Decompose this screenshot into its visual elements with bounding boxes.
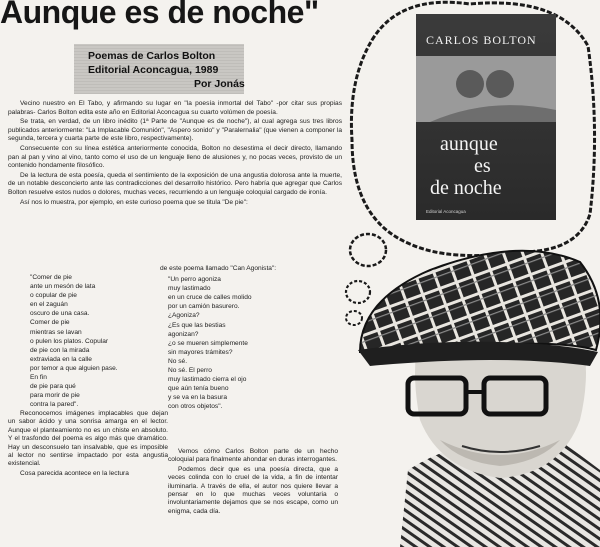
poem-line: en el zaguán [30,301,68,309]
poem-line: con otros objetos". [168,403,223,411]
body-paragraph: Podemos decir que es una poesía directa, que a veces colinda con lo cruel de la vida, a fin de intentar iluminarla. A través de ella, el autor nos quiere llevar a pensar en lo que muchas veces voluntaria o involuntariamente dejamos que se nos escape, como un enigma, cada día. [168,465,338,515]
book-author: CARLOS BOLTON [426,33,537,47]
subtitle-line-2: Editorial Aconcagua, 1989 [88,64,219,76]
poem-line: por temor a que alguien pase. [30,364,118,372]
right-column-text [168,448,338,516]
body-paragraph: Vemos cómo Carlos Bolton parte de un hecho coloquial para finalmente ahondar en duras interrogantes. [168,448,338,464]
body-paragraph: Reconocemos imágenes implacables que dejan un sabor ácido y una sonrisa amarga en el lector. Aunque el planteamiento no es un chiste en absoluto. Y el trasfondo del poema es algo más que dramático. Hay un desconsuelo tan insalvable, que es imposible al lector no sentirse impactado por esta angustia existencial. [8,410,168,468]
thought-bubble-circle [346,281,370,303]
author-photo-illustration [330,0,600,547]
article-headline: Aunque es de noche" [0,0,319,30]
byline: Por Jonás [194,78,245,90]
book-cover [416,14,556,220]
poem-de-pie [30,273,170,409]
intro-paragraph: Consecuente con su línea estética anteriormente conocida, Bolton no desestima el decir directo, llamando pan al pan y vino al vino, tanto como el uso de un lenguaje lleno de alusiones y, no pocas veces, provisto de un contenido hondamente filosófico. [8,144,342,170]
poem-line: de pie con la mirada [30,346,90,354]
body-paragraph: Cosa parecida acontece en la lectura [20,469,129,477]
poem-line: por un camión basurero. [168,303,240,311]
poem-line: "Comer de pie [30,274,72,281]
poem-line: En fin [30,374,47,382]
intro-paragraph: Así nos lo muestra, por ejemplo, en este curioso poema que se titula "De pie": [20,198,248,206]
poem-can-agonista [160,264,328,412]
poem-line: para morir de pie [30,392,80,400]
poem-intro-line: de este poema llamado "Can Agonista": [160,265,277,272]
poem-line: que aún tenía bueno [168,385,229,393]
thought-bubble-circle [346,311,362,325]
intro-paragraph: Se trata, en verdad, de un libro inédito (1ª Parte de "Aunque es de noche"), al cual agrega sus tres libros publicados anteriormente: "La Implacable Comunión", "Aspero sonido" y "Paralernalia" (que vienen a componer la segunda, tercera y cuarta parte de este libro, respectivamente). [8,118,342,143]
poem-line: de pie para qué [30,383,76,391]
book-title-line-2: es [474,155,491,177]
poem-line: ¿o se mueren simplemente [168,339,248,347]
poem-line: muy lastimado cierra el ojo [168,376,247,384]
poem-line: contra la pared". [30,401,79,409]
poem-line: en un cruce de calles molido [168,294,252,302]
poem-line: ante un mesón de lata [30,283,96,291]
poem-line: y se va en la basura [168,394,228,402]
poem-line: "Un perro agoniza [168,276,221,284]
poem-line: o pulen los platos. Copular [30,337,109,345]
intro-paragraph: Vecino nuestro en El Tabo, y afirmando su lugar en "la poesía inmortal del Tabo" -por citar sus propias palabras- Carlos Bolton edita este año en Editorial Aconcagua su cuarto volúmen de poesía. [8,100,342,116]
poem-line: mientras se lavan [30,328,82,336]
book-title-line-3: de noche [430,177,502,199]
poem-line: Comer de pie [30,319,70,327]
poem-line: No sé. El perro [168,367,212,375]
poem-line: ¿Agoniza? [168,312,200,320]
poem-line: oscuro de una casa. [30,310,90,318]
poem-line: ¿Es que las bestias [168,321,226,329]
thought-bubble-circle [350,234,386,266]
poem-line: No sé. [168,357,188,365]
poem-line: muy lastimado [168,285,211,293]
left-column-text [8,410,168,478]
poem-line: extraviada en la calle [30,355,92,363]
subtitle-box [74,44,244,94]
book-publisher: Editorial Aconcagua [426,209,466,214]
poem-line: agonizan? [168,330,199,338]
subtitle-line-1: Poemas de Carlos Bolton [88,50,216,62]
intro-paragraph: De la lectura de esta poesía, queda el sentimiento de la exposición de una angustia dolorosa ante la muerte, de un notable desconcierto ante las contradicciones del desarrollo histórico. Pero habría que agregar que Carlos Bolton resuelve estos nudos o dolores, muchas veces, recurriendo a un lenguaje coloquial cargado de ironía. [8,171,342,196]
poem-line: o copular de pie [30,292,77,300]
intro-text [8,100,342,207]
poem-line: sin mayores trámites? [168,348,233,356]
author-figure [358,251,600,547]
book-title-line-1: aunque [440,133,498,155]
